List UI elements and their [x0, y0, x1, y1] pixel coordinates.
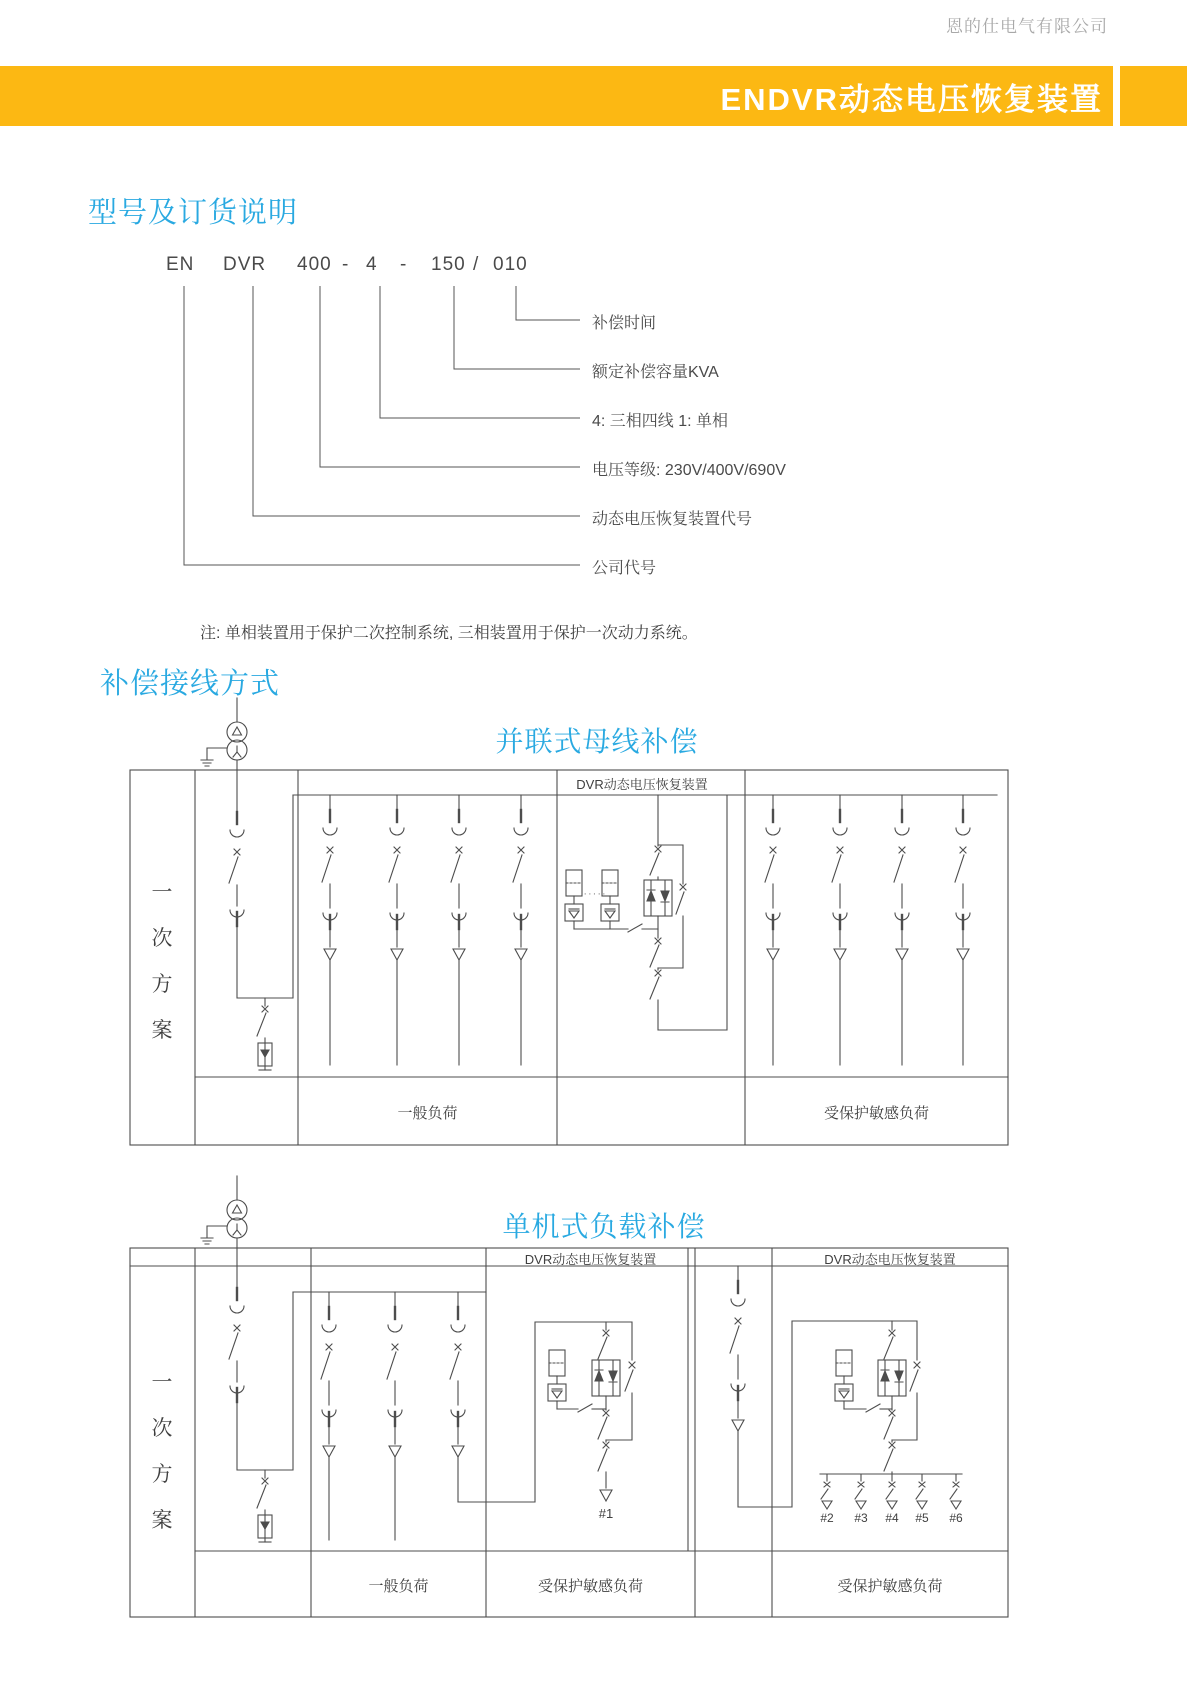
diagram2	[130, 1176, 1008, 1617]
feeder-breaker-icon	[730, 1266, 745, 1431]
transformer-icon	[201, 1176, 247, 1244]
incoming-breaker-icon	[229, 1288, 244, 1402]
model-legend-item: 4: 三相四线 1: 单相	[592, 413, 729, 430]
switch-icon	[650, 846, 661, 875]
switch-icon	[884, 1410, 895, 1439]
diagram1-module-ellipsis: ·····	[583, 888, 607, 900]
feeder-breaker-icon	[451, 795, 466, 960]
model-token: 150	[431, 254, 466, 275]
feeder-tag: #3	[854, 1511, 868, 1525]
model-legend-item: 额定补偿容量KVA	[592, 364, 719, 381]
feeder-tag: #4	[885, 1511, 899, 1525]
feeder-breaker-icon	[321, 1292, 336, 1457]
storage-module-icon	[565, 870, 583, 929]
switch-icon	[650, 938, 661, 967]
surge-arrester-icon	[257, 1478, 272, 1542]
switch-icon	[650, 970, 661, 999]
dvr-unit-2	[820, 1321, 962, 1509]
feeder-breaker-icon	[832, 795, 847, 960]
diagram1-scheme-label: 一次方案	[151, 881, 173, 1042]
surge-arrester-icon	[257, 1006, 272, 1070]
sub-feeder-icons	[821, 1474, 961, 1509]
transformer-icon	[201, 698, 247, 766]
model-legend-item: 公司代号	[592, 560, 657, 577]
feeder-breaker-icon	[389, 795, 404, 960]
feeder-breaker-icon	[513, 795, 528, 960]
storage-module-icon	[548, 1350, 566, 1409]
diagram2-dvr1-label: DVR动态电压恢复装置	[524, 1252, 657, 1267]
diagram2-dvr2-label: DVR动态电压恢复装置	[824, 1252, 956, 1267]
feeder-tag: #1	[598, 1506, 614, 1521]
feeder-tag: #6	[949, 1511, 963, 1525]
model-legend-item: 动态电压恢复装置代号	[592, 511, 753, 528]
diagram2-general-load-label: 一般负荷	[368, 1578, 429, 1595]
diagram1-title: 并联式母线补偿	[495, 726, 699, 757]
diagram1-general-load-label: 一般负荷	[397, 1105, 458, 1122]
section-title-model: 型号及订货说明	[88, 197, 299, 229]
diagram2-title: 单机式负载补偿	[502, 1211, 706, 1242]
storage-module-icon	[835, 1350, 853, 1409]
feeder-tag: #2	[820, 1511, 834, 1525]
model-token: -	[400, 254, 408, 275]
dvr-unit	[565, 795, 727, 1030]
switch-icon	[598, 1330, 609, 1359]
feeder-breaker-icon	[387, 1292, 402, 1457]
feeder-breaker-icon	[894, 795, 909, 960]
storage-module-icon	[601, 870, 619, 929]
model-token: 4	[366, 254, 378, 275]
diagram1-protected-load-label: 受保护敏感负荷	[823, 1105, 929, 1122]
model-token: 010	[493, 254, 528, 275]
thyristor-icon	[644, 880, 672, 916]
switch-icon	[598, 1410, 609, 1439]
company-name: 恩的仕电气有限公司	[946, 17, 1108, 36]
model-token: /	[473, 254, 480, 275]
section-title-wiring: 补偿接线方式	[100, 668, 281, 700]
switch-icon	[884, 1442, 895, 1471]
thyristor-icon	[592, 1360, 620, 1396]
diagram2-scheme-label: 一次方案	[151, 1371, 173, 1532]
feeder-tag: #5	[915, 1511, 929, 1525]
feeder-breaker-icon	[450, 1292, 465, 1457]
diagram2-protected-load-label-2: 受保护敏感负荷	[837, 1578, 943, 1595]
dvr-unit-1	[548, 1322, 635, 1501]
model-breakdown-lines	[184, 286, 580, 565]
switch-icon	[598, 1442, 609, 1471]
feeder-breaker-icon	[765, 795, 780, 960]
model-token: 400	[297, 254, 332, 275]
note-text: 注: 单相装置用于保护二次控制系统, 三相装置用于保护一次动力系统。	[200, 625, 698, 642]
model-legend-item: 电压等级: 230V/400V/690V	[592, 462, 786, 479]
model-token: -	[342, 254, 350, 275]
feeder-breaker-icon	[955, 795, 970, 960]
feeder-breaker-icon	[322, 795, 337, 960]
diagram1	[130, 698, 1008, 1145]
model-token: DVR	[223, 254, 267, 275]
diagram1-dvr-label: DVR动态电压恢复装置	[576, 777, 708, 792]
page-title: ENDVR动态电压恢复装置	[720, 81, 1103, 117]
model-legend-item: 补偿时间	[592, 315, 657, 332]
thyristor-icon	[878, 1360, 906, 1396]
incoming-breaker-icon	[229, 812, 244, 926]
diagram2-protected-load-label-1: 受保护敏感负荷	[537, 1578, 643, 1595]
switch-icon	[884, 1330, 895, 1359]
model-token: EN	[166, 254, 195, 275]
